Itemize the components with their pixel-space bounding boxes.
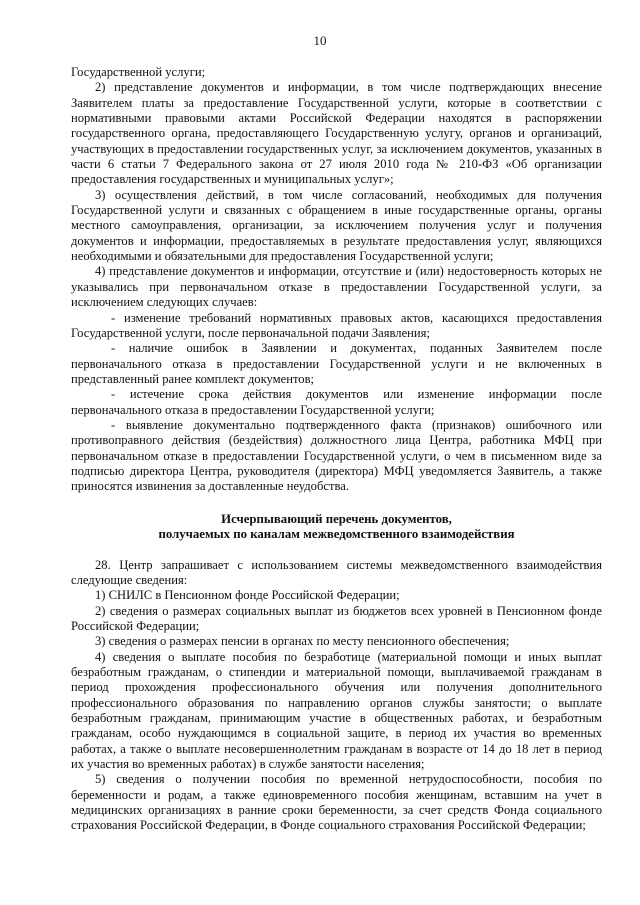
bottom-section xyxy=(71,558,602,834)
top-section xyxy=(71,65,602,495)
heading-line-1: Исчерпывающий перечень документов, xyxy=(221,511,452,526)
paragraph: 4) представление документов и информации, отсутствие и (или) недостоверность которых не указывались при первоначальном отказе в предоставлении Государственной услуги, за исключением следующих случаев: xyxy=(71,264,602,310)
heading-line-2: получаемых по каналам межведомственного взаимодействия xyxy=(158,527,515,542)
list-item: 5) сведения о получении пособия по временной нетрудоспособности, пособия по беременности и родам, а также единовременного пособия женщинам, вставшим на учет в медицинских организациях в ранние сроки беременности, за счет средств Фонда социального страхования Российской Федерации, в Фонде социального страхования Российской Федерации; xyxy=(71,772,602,833)
list-item: 2) сведения о размерах социальных выплат из бюджетов всех уровней в Пенсионном фонде Российской Федерации; xyxy=(71,603,602,633)
list-item: - наличие ошибок в Заявлении и документах, поданных Заявителем после первоначального отказа в предоставлении Государственной услуги и не включенных в представленный ранее комплект документов; xyxy=(71,341,602,386)
paragraph: 3) осуществления действий, в том числе согласований, необходимых для получения Государственной услуги и связанных с обращением в иные государственные органы, органы местного самоуправления, организации, за исключением получения услуг и получения документов и информации, предоставляемых в результате предоставления услуг, являющихся необходимыми и обязательными для предоставления Государственной услуги; xyxy=(71,187,602,264)
list-item: 1) СНИЛС в Пенсионном фонде Российской Федерации; xyxy=(95,588,400,603)
paragraph: Государственной услуги; xyxy=(71,65,206,79)
list-item: - изменение требований нормативных правовых актов, касающихся предоставления Государственной услуги, после первоначальной подачи Заявления; xyxy=(71,310,602,340)
paragraph: 28. Центр запрашивает с использованием системы межведомственного взаимодействия следующие сведения: xyxy=(71,557,602,587)
list-item: - истечение срока действия документов или изменение информации после первоначального отказа в предоставлении Государственной услуги; xyxy=(71,387,602,417)
list-item: - выявление документально подтвержденного факта (признаков) ошибочного или противоправного действия (бездействия) должностного лица Центра, работника МФЦ при первоначальном отказе в предоставлении Государственной услуги, о чем в письменном виде за подписью директора Центра, руководителя (директора) МФЦ уведомляется Заявитель, а также приносятся извинения за доставленные неудобства. xyxy=(71,417,602,494)
section-heading xyxy=(71,512,602,543)
list-item: 4) сведения о выплате пособия по безработице (материальной помощи и иных выплат безработным гражданам, о стипендии и материальной помощи, выплачиваемой гражданам в период прохождения профессионального обучения или получения дополнительного профессионального образования по направлению органов службы занятости; о выплате безработным гражданам, принимающим участие в общественных работах, и безработным гражданам, особо нуждающимся в социальной защите, в период их участия во временных работах, а также о выплате несовершеннолетним гражданам в возрасте от 14 до 18 лет в период их участия во временных работах) в службе занятости населения; xyxy=(71,649,602,772)
list-item: 3) сведения о размерах пенсии в органах по месту пенсионного обеспечения; xyxy=(95,634,510,649)
paragraph: 2) представление документов и информации, в том числе подтверждающих внесение Заявителем платы за предоставление Государственной услуги, которые в соответствии с нормативными правовыми актами Российской Федерации находятся в распоряжении государственного органа, предоставляющего Государственную услугу, органов и организаций, участвующих в предоставлении государственных услуг, за исключением документов, указанных в части 6 статьи 7 Федерального закона от 27 июля 2010 года № 210-ФЗ «Об организации предоставления государственных и муниципальных услуг»; xyxy=(71,80,602,187)
page-number: 10 xyxy=(313,33,327,48)
